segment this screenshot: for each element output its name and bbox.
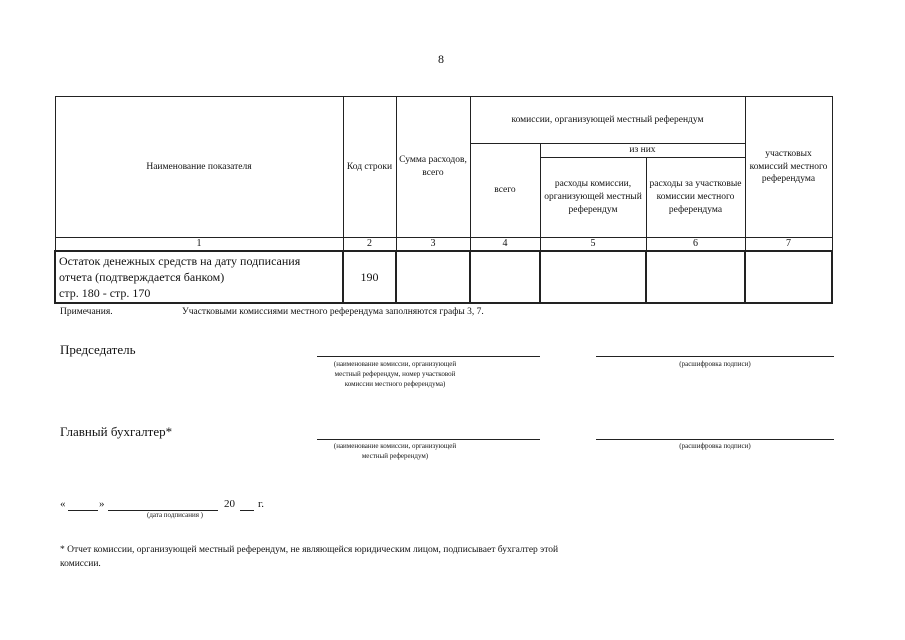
table-row [55, 251, 832, 303]
cell-precinct-expenses[interactable] [646, 251, 745, 303]
accountant-signature-line[interactable] [596, 439, 834, 440]
cell-total[interactable] [470, 251, 540, 303]
caption-line: местный референдум, номер участковой [334, 370, 456, 378]
date-caption: (дата подписания ) [146, 511, 203, 519]
column-number: 5 [540, 238, 646, 252]
cell-commission-expenses[interactable] [540, 251, 646, 303]
header-indicator-name: Наименование показателя [55, 97, 343, 238]
chairman-title: Председатель [60, 342, 136, 357]
header-row-code: Код строки [343, 97, 396, 238]
chairman-name-caption [300, 359, 490, 389]
row-label [55, 251, 343, 303]
date-day-field[interactable] [68, 510, 98, 511]
column-number: 2 [343, 238, 396, 252]
column-numbers-row [55, 238, 832, 252]
date-open-quote: « [60, 498, 66, 510]
notes-text: Участковыми комиссиями местного референдума заполняются графы 3, 7. [182, 307, 484, 317]
accountant-name-line[interactable] [317, 439, 540, 440]
header-total: всего [470, 144, 540, 238]
header-commission-group: комиссии, организующей местный референдум [470, 97, 745, 144]
caption-line: комиссии местного референдума) [344, 380, 446, 388]
header-precinct-commissions: участковых комиссий местного референдума [745, 97, 832, 238]
header-commission-expenses: расходы комиссии, организующей местный референдум [540, 158, 646, 238]
cell-total-expenses[interactable] [396, 251, 470, 303]
footnote-line: * Отчет комиссии, организующей местный референдум, не являющейся юридическим лицом, подписывает бухгалтер этой [60, 545, 559, 555]
row-label-line: Остаток денежных средств на дату подписания [59, 254, 301, 268]
footnote [60, 543, 558, 571]
accountant-title: Главный бухгалтер* [60, 424, 173, 439]
header-of-them: из них [540, 144, 745, 158]
date-year-prefix: 20 [224, 498, 235, 510]
chairman-signature-caption: (расшифровка подписи) [679, 360, 751, 368]
chairman-name-line[interactable] [317, 356, 540, 357]
chairman-signature-line[interactable] [596, 356, 834, 357]
row-label-line: отчета (подтверждается банком) [59, 270, 225, 284]
accountant-name-caption [300, 441, 490, 461]
page-number: 8 [438, 52, 444, 66]
caption-line: (наименование комиссии, организующей [333, 360, 457, 368]
caption-line: местный референдум) [361, 452, 429, 460]
date-year-field[interactable] [240, 510, 254, 511]
cell-precinct-commissions[interactable] [745, 251, 832, 303]
column-number: 3 [396, 238, 470, 252]
row-label-line: стр. 180 - стр. 170 [59, 286, 151, 300]
report-table [54, 96, 833, 304]
column-number: 7 [745, 238, 832, 252]
caption-line: (наименование комиссии, организующей [333, 442, 457, 450]
row-code: 190 [343, 251, 396, 303]
notes-label: Примечания. [60, 307, 113, 317]
header-total-expenses: Сумма расходов, всего [396, 97, 470, 238]
date-close-quote: » [99, 498, 105, 510]
accountant-signature-caption: (расшифровка подписи) [679, 442, 751, 450]
footnote-line: комиссии. [60, 559, 101, 569]
column-number: 4 [470, 238, 540, 252]
column-number: 6 [646, 238, 745, 252]
date-year-suffix: г. [258, 498, 265, 510]
header-precinct-expenses: расходы за участковые комиссии местного референдума [646, 158, 745, 238]
column-number: 1 [55, 238, 343, 252]
